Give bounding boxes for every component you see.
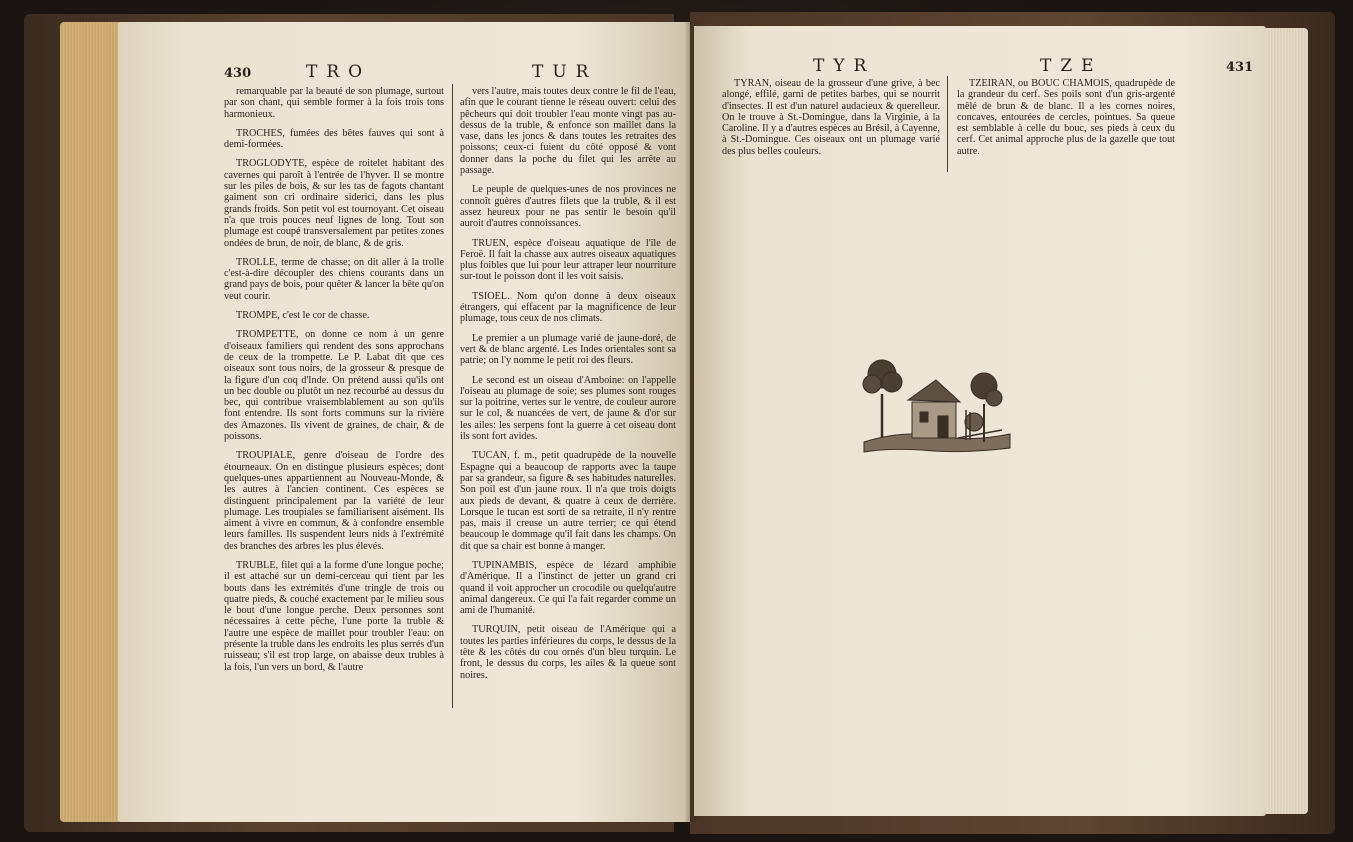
- left-page-col1-paragraph: TROGLODYTE, espèce de roitelet habitant des cavernes qui paroît à l'entrée de l'hyver. Il se montre sur les piles de bois, & sur les tas de fagots chantant gaiment son cri ordinaire siderici, dans les plus grands froids. Son petit vol est tournoyant. Cet oiseau n'a que trois pouces neuf lignes de long. Tout son plumage est coupé transversalement par petites zones ondées de brun, de noir, de blanc, & de gris.: [224, 158, 444, 249]
- left-page-col1-paragraph: TROMPE, c'est le cor de chasse.: [236, 310, 370, 322]
- left-page-col2-paragraph: Le second est un oiseau d'Amboine: on l'appelle l'oiseau au plumage de soie; ses plumes sont rouges sur la poitrine, vertes sur le ventre, de couleur aurore sur le col, & nuancées de vert, de jaune & d'or sur les ailes: les serpens font la guerre à cet oiseau dont ils sont fort avides.: [460, 374, 676, 443]
- left-page-col2-paragraph: Le premier a un plumage varié de jaune-doré, de vert & de blanc argenté. Les Indes orientales sont sa patrie; on l'y nomme le petit roi des fleurs.: [460, 332, 676, 367]
- right-page-number: 431: [1226, 60, 1254, 75]
- left-page-headword-right: TUR: [532, 62, 598, 82]
- right-page-column-1: [722, 78, 940, 165]
- left-page-col2-paragraph: vers l'autre, mais toutes deux contre le fil de l'eau, afin que le courant tienne le réseau ouvert: celui des pêcheurs qui doit troubler l'eau monte vingt pas au-dessus de la truble, & enfonce son maillet dans la vase, dans les joncs & dans toutes les retraites des poissons; ceux-ci fuient du côté opposé & vont donner dans la poche du filet qui les arrête au passage.: [460, 86, 676, 177]
- left-page-column-1: [224, 86, 444, 681]
- left-page-col2-paragraph: TUPINAMBIS, espèce de lézard amphibie d'Amérique. Il a l'instinct de jetter un grand cri quand il voit approcher un crocodile ou quelqu'autre animal dangereux. Ce qui l'a fait regarder comme un ami de l'humanité.: [460, 559, 676, 617]
- left-page-col2-paragraph: TSIOEL. Nom qu'on donne à deux oiseaux étrangers, qui effacent par la magnificence de leur plumage, tous ceux de nos climats.: [460, 290, 676, 325]
- left-page-col1-paragraph: TROMPETTE, on donne ce nom à un genre d'oiseaux familiers qui rendent des sons approchans de ceux de la trompette. Le P. Labat dit que ces oiseaux sont tous noirs, de la grosseur & presque de la figure d'un coq d'Inde. On prétend aussi qu'ils ont un bec double ou plutôt un nez recourbé au dessus du bec, qui contribue vraisemblablement au son qu'ils font entendre. Ils sont forts communs sur la rivière des Amazones. Ils vivent de graines, de chair, & de poissons.: [224, 329, 444, 443]
- right-page-headword-right: TZE: [1040, 56, 1103, 76]
- left-page-col1-paragraph: remarquable par la beauté de son plumage, surtout par son chant, qui semble former à la fois trois tons harmonieux.: [224, 86, 444, 120]
- right-page-headword-left: TYR: [813, 56, 876, 76]
- left-page-number: 430: [224, 66, 252, 81]
- right-page-column-rule: [947, 76, 948, 172]
- left-page-col2-paragraph: Le peuple de quelques-unes de nos provinces ne connoît guères d'autres filets que la truble, & il est assez heureux pour ne pas sentir le besoin qu'il auroit d'autres connoissances.: [460, 184, 676, 230]
- right-page-col1-paragraph: TYRAN, oiseau de la grosseur d'une grive, à bec alongé, effilé, garni de petites barbes, qui se nourrit d'insectes. Il est d'un naturel audacieux & querelleur. On le trouve à St.-Domingue, dans la Virginie, à la Caroline. Il y a d'autres espèces au Brésil, à Cayenne, à St.-Domingue. Ces oiseaux ont un plumage varié des plus belles couleurs.: [722, 78, 940, 157]
- left-page-column-2: [460, 86, 676, 689]
- left-page-col1-paragraph: TROCHES, fumées des bêtes fauves qui sont à demi-formées.: [224, 127, 444, 151]
- left-page-headword-left: TRO: [306, 62, 372, 82]
- left-page-col1-paragraph: TROLLE, terme de chasse; on dit aller à la trolle c'est-à-dire découpler des chiens courants dans un grand pays de bois, pour quêter & lancer la bête qu'on veut courir.: [224, 256, 444, 302]
- left-page-col2-paragraph: TUCAN, f. m., petit quadrupède de la nouvelle Espagne qui a beaucoup de rapports avec la taupe par sa grandeur, sa figure & ses habitudes naturelles. Son poil est d'un jaune roux. Il n'a que trois doigts aux pieds de devant, & quatre à ceux de derrière. Lorsque le tucan est sorti de sa retraite, il n'y rentre pas, mais il creuse un autre terrier; ce qui étend beaucoup le dommage qu'il fait dans les champs. On dit que sa chair est bonne à manger.: [460, 450, 676, 552]
- right-page-column-2: [957, 78, 1175, 165]
- left-page-col2-paragraph: TRUEN, espèce d'oiseau aquatique de l'île de Feroë. Il fait la chasse aux autres oiseaux aquatiques plus foibles que lui pour leur attraper leur nourriture sur-tout le poisson dont il les voit saisis.: [460, 237, 676, 283]
- page-edges-right: [1262, 28, 1308, 814]
- left-page-col2-paragraph: TURQUIN, petit oiseau de l'Amérique qui a toutes les parties inférieures du corps, le dessus de la tête & les côtés du cou ornés d'un bleu turquin. Le front, le dessus du corps, les ailes & la queue sont noires.: [460, 624, 676, 681]
- right-page-col2-paragraph: TZEIRAN, ou BOUC CHAMOIS, quadrupède de la grandeur du cerf. Ses poils sont d'un gris-argenté mêlé de brun & de blanc. Il a les cornes noires, concaves, entourées de cercles, pointues. Sa queue est semblable à celle du bouc, ses pieds à ceux du cerf. Cet animal approche plus de la gazelle que tout autre.: [957, 78, 1175, 157]
- left-page-col1-paragraph: TRUBLE, filet qui a la forme d'une longue poche; il est attaché sur un demi-cerceau qui tient par les bouts dans les extrémités d'une tringle de trois ou quatre pieds, & couché exactement par le milieu sous le bout d'une longue perche. Deux personnes sont nécessaires à cette pêche, l'une porte la truble & l'autre une espèce de maillet pour troubler l'eau: on présente la truble dans les endroits les plus serrés d'un ruisseau; s'il est trop large, on abaisse deux trubles à la fois, l'un vers un bord, & l'autre: [224, 559, 444, 673]
- tailpiece-engraving-cottage: [862, 350, 1012, 456]
- page-edges-left: [60, 22, 126, 822]
- left-page-col1-paragraph: TROUPIALE, genre d'oiseau de l'ordre des étourneaux. On en distingue plusieurs espèces; dont quelques-unes appartiennent au Nouveau-Monde, & les autres à l'ancien continent. Ces espèces se distinguent principalement par la variété de leur plumage. Les troupiales se familiarisent aisément. Ils aiment à vivre en commun, & à confondre ensemble leurs familles. Ils suspendent leurs nids à l'extrémité des branches des arbres les plus élevés.: [224, 450, 444, 552]
- left-page-column-rule: [452, 84, 453, 708]
